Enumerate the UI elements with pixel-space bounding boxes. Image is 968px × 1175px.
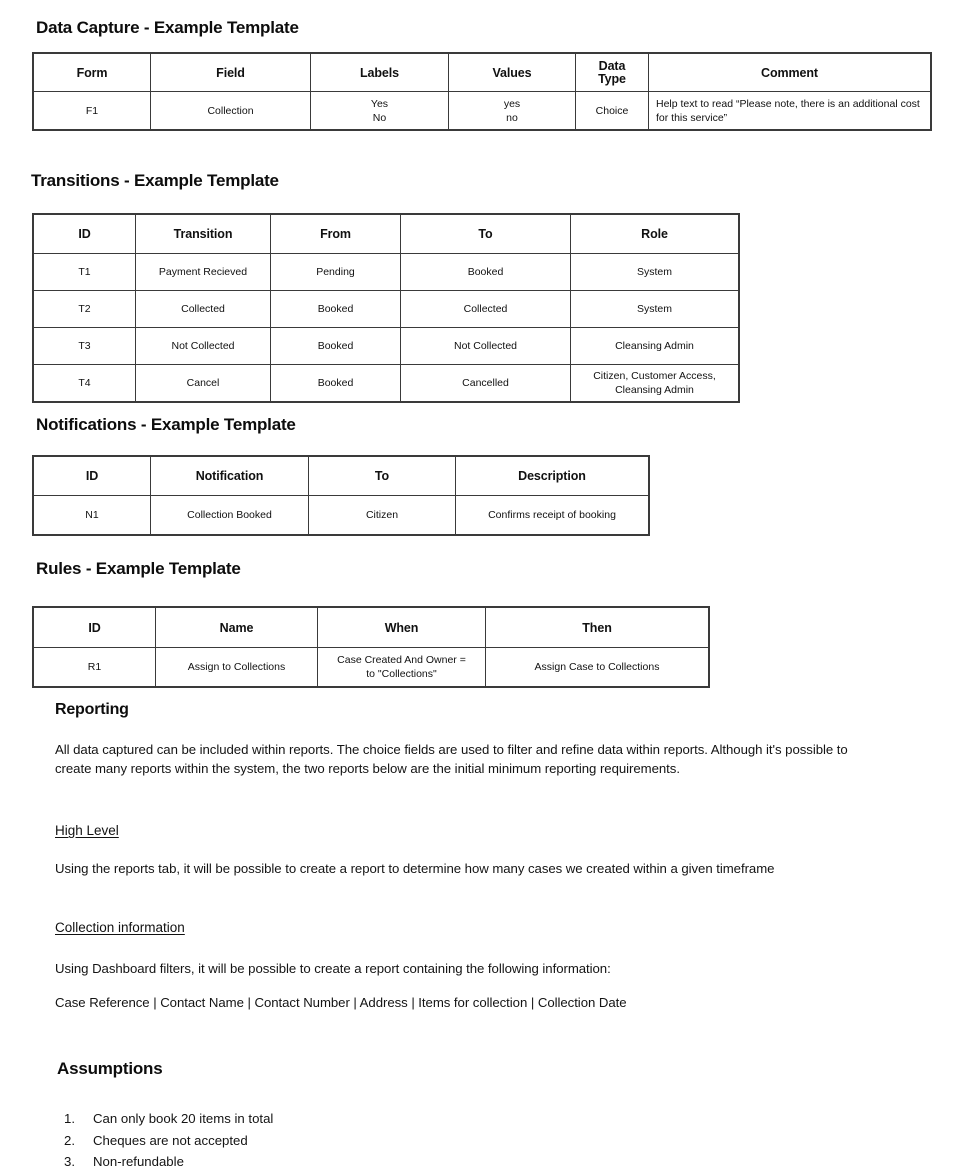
cell-form: F1 [34, 92, 151, 130]
cell-role: System [571, 291, 739, 328]
cell-values-line-2: no [506, 111, 518, 124]
list-item [53, 1151, 273, 1173]
cell-data-type: Choice [576, 92, 649, 130]
list-item [53, 1108, 273, 1130]
notifications-table [33, 456, 649, 535]
column-header-transition: Transition [136, 215, 271, 254]
notifications-heading: Notifications - Example Template [36, 415, 296, 434]
cell-role: Citizen, Customer Access, Cleansing Admin [571, 365, 739, 402]
high-level-heading: High Level [55, 823, 119, 838]
column-header-values: Values [449, 54, 576, 92]
table-row [34, 291, 739, 328]
cell-from: Booked [271, 291, 401, 328]
cell-from: Booked [271, 328, 401, 365]
collection-information-fields: Case Reference | Contact Name | Contact Number | Address | Items for collection | Collection Date [55, 995, 627, 1010]
cell-id: T3 [34, 328, 136, 365]
table-header-row [34, 608, 709, 648]
cell-transition: Cancel [136, 365, 271, 402]
table-header-row [34, 215, 739, 254]
cell-to: Collected [401, 291, 571, 328]
assumptions-heading: Assumptions [57, 1059, 163, 1078]
data-capture-heading: Data Capture - Example Template [36, 18, 299, 37]
list-item-text: Can only book 20 items in total [93, 1111, 274, 1126]
cell-then: Assign Case to Collections [486, 648, 709, 687]
column-header-from: From [271, 215, 401, 254]
cell-labels [311, 92, 449, 130]
cell-when-line-1: Case Created And Owner = [337, 654, 466, 666]
column-header-then: Then [486, 608, 709, 648]
cell-role: Cleansing Admin [571, 328, 739, 365]
column-header-when: When [318, 608, 486, 648]
reporting-heading: Reporting [55, 701, 129, 718]
transitions-table [33, 214, 739, 402]
cell-role: System [571, 254, 739, 291]
table-row [34, 328, 739, 365]
column-header-id: ID [34, 608, 156, 648]
cell-values [449, 92, 576, 130]
table-row [34, 92, 931, 130]
cell-id: N1 [34, 496, 151, 535]
column-header-to: To [401, 215, 571, 254]
column-header-data-type: Data Type [576, 54, 649, 92]
cell-field: Collection [151, 92, 311, 130]
column-header-role: Role [571, 215, 739, 254]
transitions-heading: Transitions - Example Template [31, 171, 279, 190]
table-row [34, 365, 739, 402]
column-header-description: Description [456, 457, 649, 496]
cell-values-line-1: yes [503, 97, 521, 110]
cell-transition: Collected [136, 291, 271, 328]
cell-when [318, 648, 486, 687]
column-header-notification: Notification [151, 457, 309, 496]
cell-transition: Payment Recieved [136, 254, 271, 291]
cell-id: T2 [34, 291, 136, 328]
cell-labels-line-2: No [372, 111, 387, 124]
cell-when-line-2: to "Collections" [366, 668, 437, 680]
list-item-number: 2. [64, 1132, 75, 1148]
column-header-id: ID [34, 215, 136, 254]
list-item-number: 1. [64, 1111, 75, 1126]
cell-to: Cancelled [401, 365, 571, 402]
cell-id: T1 [34, 254, 136, 291]
cell-notification: Collection Booked [151, 496, 309, 535]
rules-heading: Rules - Example Template [36, 559, 241, 578]
list-item-number: 3. [64, 1154, 75, 1169]
cell-transition: Not Collected [136, 328, 271, 365]
list-item-text: Cheques are not accepted [93, 1132, 248, 1148]
list-item [53, 1130, 273, 1152]
column-header-to: To [309, 457, 456, 496]
data-capture-table [33, 53, 931, 130]
cell-name: Assign to Collections [156, 648, 318, 687]
list-item-text: Non-refundable [93, 1154, 184, 1169]
collection-information-heading: Collection information [55, 920, 185, 935]
table-row [34, 254, 739, 291]
column-header-name: Name [156, 608, 318, 648]
collection-information-paragraph: Using Dashboard filters, it will be possible to create a report containing the following information: [55, 961, 611, 976]
table-row [34, 496, 649, 535]
cell-id: T4 [34, 365, 136, 402]
column-header-form: Form [34, 54, 151, 92]
cell-description: Confirms receipt of booking [456, 496, 649, 535]
cell-comment: Help text to read “Please note, there is an additional cost for this service” [649, 92, 931, 130]
cell-from: Pending [271, 254, 401, 291]
high-level-paragraph: Using the reports tab, it will be possible to create a report to determine how many cases we created within a given timeframe [55, 861, 775, 876]
column-header-labels: Labels [311, 54, 449, 92]
cell-to: Booked [401, 254, 571, 291]
cell-to: Citizen [309, 496, 456, 535]
cell-id: R1 [34, 648, 156, 687]
cell-from: Booked [271, 365, 401, 402]
column-header-comment: Comment [649, 54, 931, 92]
assumptions-list [53, 1108, 273, 1173]
table-row [34, 648, 709, 687]
table-header-row [34, 457, 649, 496]
reporting-intro-paragraph: All data captured can be included within reports. The choice fields are used to filter and refine data within reports. Although it's possible to create many reports within the system, the two reports below are the initial minimum reporting requirements. [55, 742, 848, 776]
table-header-row [34, 54, 931, 92]
column-header-id: ID [34, 457, 151, 496]
column-header-field: Field [151, 54, 311, 92]
cell-labels-line-1: Yes [370, 97, 389, 110]
rules-table [33, 607, 709, 687]
cell-to: Not Collected [401, 328, 571, 365]
